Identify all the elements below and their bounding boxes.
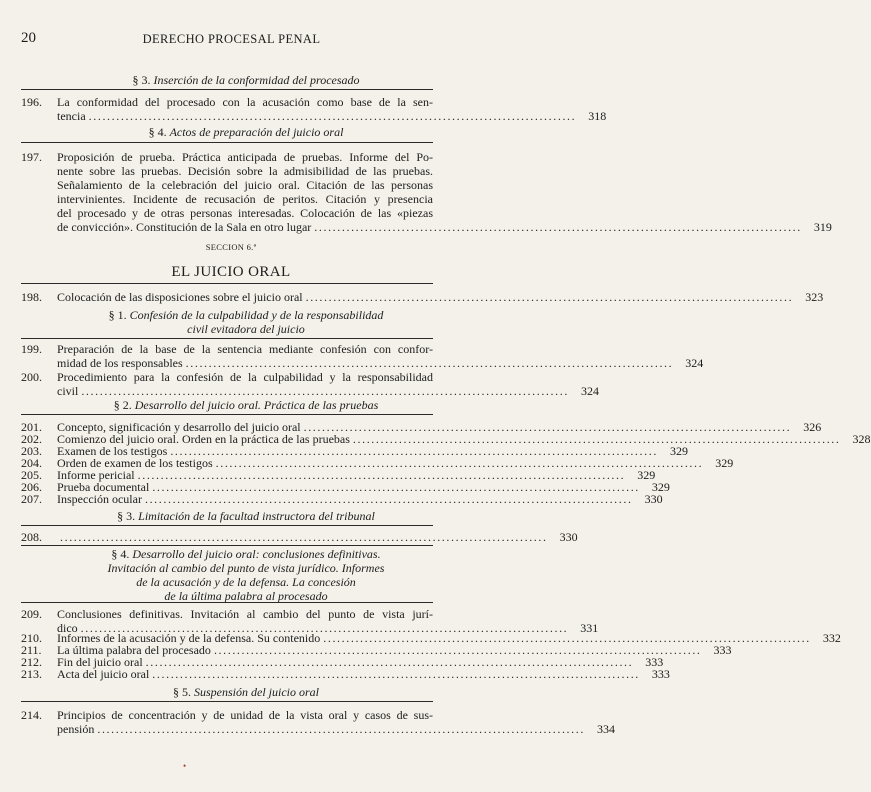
divider: [21, 142, 433, 143]
running-title: DERECHO PROCESAL PENAL: [142, 32, 321, 46]
divider: [21, 602, 433, 603]
divider: [21, 525, 433, 526]
divider: [21, 545, 433, 546]
divider: [21, 338, 433, 339]
section-title: EL JUICIO ORAL: [171, 264, 291, 280]
subsection-heading: § 3. Limitación de la facultad instructora del tribunal: [117, 509, 375, 523]
divider: [21, 283, 433, 284]
subsection-heading: § 1. Confesión de la culpabilidad y de la responsabilidad civil evitadora del juicio: [108, 308, 384, 336]
page-header: [21, 30, 442, 50]
divider: [21, 701, 433, 702]
subsection-heading: § 5. Suspensión del juicio oral: [173, 685, 319, 699]
subsection-heading: § 3. Inserción de la conformidad del procesado: [132, 73, 360, 87]
subsection-heading: § 2. Desarrollo del juicio oral. Práctica de las pruebas: [113, 398, 379, 412]
ink-mark-icon: •: [183, 761, 187, 771]
subsection-heading: § 4. Desarrollo del juicio oral: conclusiones definitivas. Invitación al cambio del punto de vista jurídico. Informes de la acusación y de la defensa. La concesión de la última palabra al procesado: [107, 547, 385, 603]
divider: [21, 89, 433, 90]
page-number: 20: [21, 30, 36, 46]
book-page: 20 DERECHO PROCESAL PENAL § 3. Inserción de la conformidad del procesado 196. La conformidad del procesado con la acusación como base de la sen- tencia .......................................................................................................... 318 § 4. Actos de preparación del juicio oral 197. Proposición de prueba. Práctica anticipada de pruebas. Informe del Po- nente sobre las pruebas. Decisión sobre la admisibilidad de las pruebas. Señalamiento de la celebración del juicio oral. Citación de las personas intervinientes. Incidente de recusación de peritos. Citación y presencia del procesado y de otras personas interesadas. Colocación de las «piezas de convicción». Constitución de la Sala en otro lugar .......................................................................................................... 319 SECCION 6.ª EL JUICIO ORAL 198. Colocación de las disposiciones sobre el juicio oral .......................................................................................................... 323 § 1. Confesión de la culpabilidad y de la responsabilidad civil evitadora del juicio 199. Preparación de la base de la sentencia mediante confesión con confor- midad de los responsables .......................................................................................................... 324 200. Procedimiento para la confesión de la culpabilidad y la responsabilidad civil .......................................................................................................... 324 § 2. Desarrollo del juicio oral. Práctica de las pruebas 201. Concepto, significación y desarrollo del juicio oral .......................................................................................................... 326 202. Comienzo del juicio oral. Orden en la práctica de las pruebas .......................................................................................................... 328 203. Examen de los testigos .......................................................................................................... 329 204. Orden de examen de los testigos .......................................................................................................... 329 205. Informe pericial .......................................................................................................... 329 206. Prueba documental .......................................................................................................... 329 207. Inspección ocular .......................................................................................................... 330 § 3. Limitación de la facultad instructora del tribunal 208. .......................................................................................................... 330 § 4. Desarrollo del juicio oral: conclusiones definitivas. Invitación al cambio del punto de vista jurídico. Informes de la acusación y de la defensa. La concesión de la última palabra al procesado 209. Conclusiones definitivas. Invitación al cambio del punto de vista jurí- dico .......................................................................................................... 331 210. Informes de la acusación y de la defensa. Su contenido .......................................................................................................... 332 211. La última palabra del procesado .......................................................................................................... 333 212. Fin del juicio oral .......................................................................................................... 333 213. Acta del juicio oral .......................................................................................................... 333 § 5. Suspensión del juicio oral 214. Principios de concentración y de unidad de la vista oral y casos de sus- pensión .......................................................................................................... 334 •: [0, 0, 462, 792]
divider: [21, 414, 433, 415]
subsection-heading: § 4. Actos de preparación del juicio oral: [148, 125, 344, 139]
section-label: SECCION 6.ª: [205, 242, 257, 252]
